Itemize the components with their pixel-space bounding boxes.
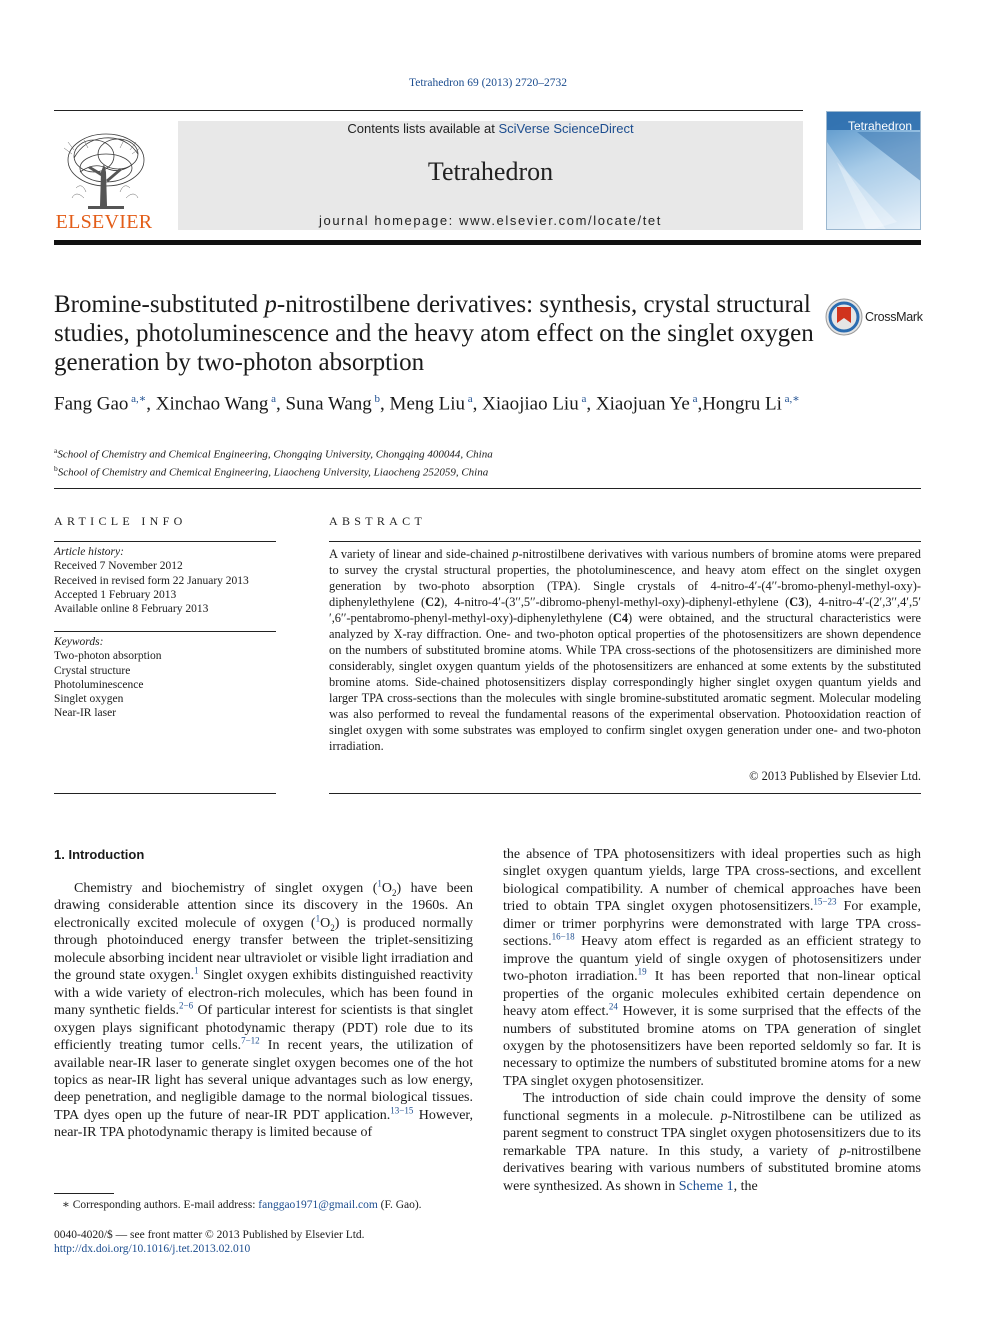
footnote-mark: ∗	[62, 1199, 70, 1211]
footnote-text: Corresponding authors. E-mail address:	[69, 1199, 259, 1211]
text-run: the absence of TPA photosensitizers with ideal properties such as high singlet oxygen quantum yields, large TPA cross-sections, and excellent biological compatibility. A number of chemical approaches have been tried to obtain TPA singlet oxygen photosensitizers.	[503, 847, 921, 915]
keywords-block	[54, 635, 276, 721]
compound-label: C4	[612, 611, 629, 625]
keyword-item: Near-IR laser	[54, 707, 117, 720]
affiliation-label: b	[54, 464, 58, 474]
title-part: Bromine-substituted	[54, 291, 265, 318]
text-run: ) have been drawing considerable attention since its discovery in the 1960s. An electronically excited molecule of oxygen (	[54, 881, 473, 931]
text-run: Singlet oxygen exhibits distinguished reactivity with a wide variety of electron-rich molecules, which has been found in many synthetic fields.	[54, 968, 474, 1019]
history-item: Received in revised form 22 January 2013	[54, 574, 249, 587]
keywords-label: Keywords:	[54, 636, 104, 648]
superscript: 1	[377, 878, 382, 889]
reference-link[interactable]: 13−15	[390, 1105, 414, 1116]
history-label: Article history:	[54, 546, 124, 558]
info-rule	[54, 793, 276, 794]
author-affiliation-mark[interactable]: a,∗	[128, 393, 147, 405]
text-run: Chemistry and biochemistry of singlet oxygen (	[74, 881, 378, 896]
author-separator: ,	[697, 393, 703, 415]
author-separator: ,	[380, 393, 390, 415]
front-matter-line: 0040-4020/$ — see front matter © 2013 Published by Elsevier Ltd.	[54, 1229, 365, 1241]
subscript: 2	[330, 922, 335, 933]
paragraph	[503, 846, 921, 1090]
author-affiliation-mark[interactable]: a	[689, 393, 698, 405]
text-run: Of particular interest for scientists is that singlet oxygen plays significant photodynamic therapy (PDT) role due to its efficiently treating tumor cells.	[54, 1003, 473, 1054]
author-name: Fang Gao	[54, 393, 129, 415]
reference-link[interactable]: 24	[608, 1001, 618, 1012]
text-run: For example, dimer or trimer porphyrins were demonstrated with large TPA cross-sections.	[503, 899, 921, 950]
affiliation	[54, 444, 814, 462]
text-run: In recent years, the utilization of available near-IR laser to generate singlet oxygen becomes one of the hot topics as near-IR light has several unique advantages such as low energy, deep penetration, and negligible damage to the normal biological tissues. TPA dyes open up the future of near-IR PDT application.	[54, 1038, 473, 1123]
history-items	[54, 559, 276, 616]
text-run: -nitrostilbene derivatives bearing with various numbers of substituted bromine atoms were synthesized. As shown in	[503, 1143, 921, 1194]
affiliation-label: a	[54, 446, 58, 455]
paragraph	[54, 880, 473, 1142]
body-column-right	[503, 846, 921, 1195]
affiliation-text: School of Chemistry and Chemical Engineering, Chongqing University, Chongqing 400044, China	[57, 448, 493, 461]
history-item: Accepted 1 February 2013	[54, 588, 177, 601]
abstract-copyright: © 2013 Published by Elsevier Ltd.	[749, 769, 921, 783]
author-separator: ,	[146, 393, 156, 415]
author-separator: ,	[586, 393, 596, 415]
author-name: Xiaojiao Liu	[482, 393, 579, 415]
text-run: ), 4-nitro-4′-(3′′,5′′-dibromo-phenyl-methyl-oxy)-diphenyl-ethylene (	[440, 595, 790, 609]
keyword-items	[54, 649, 276, 720]
text-run: ) were obtained, and the structural characteristics were analyzed by X-ray diffraction. One- and two-photon optical properties of the photosensitizers are shown dependence on the numbers of substituted bromine atoms. While TPA cross-sections of the photosensitizers are diminished more considerably, singlet oxygen quantum yields of the photosensitizers are enhanced at some extents by the substituted bromine atoms. Side-chained photosensitizers display correspondingly higher singlet oxygen quantum yields and larger TPA cross-sections than the molecules with single bromine-substituted aromatic segment. Molecular modeling was also performed to reveal the fundamental reasons of the experimental observation. Photooxidation reaction of singlet oxygen with some substrates was employed to confirm singlet oxygen generation under one- and two-photon irradiation.	[329, 611, 922, 753]
section-heading-introduction: 1. Introduction	[54, 847, 145, 862]
keyword-item: Photoluminescence	[54, 678, 144, 691]
abstract-rule	[329, 541, 921, 542]
crossmark-icon[interactable]	[825, 298, 863, 336]
text-run: ) is produced normally through photoinduced energy transfer between the triplet-sensitizing molecule absorbing incident near ultraviolet or visible light irradiation and the ground state oxygen.	[54, 915, 473, 984]
text-run: O	[381, 881, 393, 896]
keyword-item: Singlet oxygen	[54, 693, 124, 706]
crossmark-label[interactable]: CrossMark	[865, 310, 923, 324]
header-thick-rule	[54, 240, 921, 245]
footnote-tail: (F. Gao).	[377, 1199, 422, 1211]
author-list	[54, 388, 814, 415]
text-run: O	[320, 915, 331, 931]
text-run: However, it is some surprised that the effects of the numbers of substituted bromine atoms on TPA generation of singlet oxygen by the photosensitizers have been reported seldomly so far. It is necessary to optimize the numbers of substituted bromine atoms for a new TPA singlet oxygen photosensitizer.	[503, 1004, 922, 1089]
text-run: ), 4-nitro-4′-(2′,3′′,4′,5′′,6′′-pentabromo-phenyl-methyl-oxy)-diphenylethylene (	[329, 595, 921, 625]
italic-run: p	[839, 1143, 847, 1159]
text-run: Heavy atom effect is regarded as an efficient strategy to improve the quantum yield of single oxygen of photosensitizers under two-photon irradiation.	[503, 934, 921, 985]
article-history	[54, 545, 276, 616]
contents-prefix: Contents lists available at	[347, 121, 499, 136]
history-item: Received 7 November 2012	[54, 560, 183, 573]
author-name: Meng Liu	[389, 393, 466, 415]
doi-link[interactable]: http://dx.doi.org/10.1016/j.tet.2013.02.010	[54, 1243, 251, 1255]
footnote-rule	[54, 1193, 114, 1194]
keyword-item: Two-photon absorption	[54, 650, 162, 663]
history-item: Available online 8 February 2013	[54, 603, 209, 616]
affiliation-list	[54, 444, 814, 480]
affiliation	[54, 462, 814, 480]
superscript: 1	[315, 913, 321, 924]
text-run: The introduction of side chain could improve the density of some functional segments in a molecule.	[503, 1091, 921, 1124]
author-name: Xiaojuan Ye	[595, 393, 690, 415]
author-name: Suna Wang	[285, 393, 372, 415]
compound-label: C2	[425, 595, 441, 609]
affiliation-text: School of Chemistry and Chemical Engineering, Liaocheng University, Liaocheng 252059, China	[57, 466, 489, 479]
reference-link[interactable]: 19	[637, 966, 647, 977]
elsevier-wordmark[interactable]: ELSEVIER	[55, 211, 153, 233]
author-affiliation-mark[interactable]: b	[371, 393, 381, 405]
author-name: Hongru Li	[702, 393, 782, 415]
italic-run: p	[512, 547, 519, 561]
corresponding-footnote	[54, 1197, 474, 1211]
abstract-rule	[329, 793, 921, 794]
author-separator: ,	[276, 393, 286, 415]
section-rule	[54, 488, 921, 489]
paragraph	[503, 1090, 921, 1195]
author-email-link[interactable]: fanggao1971@gmail.com	[258, 1199, 378, 1211]
journal-name: Tetrahedron	[427, 157, 554, 186]
journal-citation[interactable]: Tetrahedron 69 (2013) 2720–2732	[409, 77, 567, 89]
reference-link[interactable]: 1	[194, 965, 199, 976]
author-affiliation-mark[interactable]: a	[268, 393, 277, 405]
reference-link[interactable]: 2−6	[179, 1000, 194, 1011]
title-part: -nitrostilbene derivatives: synthesis, crystal structural studies, photoluminescence and the heavy atom effect on the singlet oxygen generation by two-photon absorption	[54, 291, 814, 376]
header-rule	[54, 110, 803, 111]
text-run: -Nitrostilbene can be utilized as parent segment to construct TPA singlet oxygen photosensitizers due to its remarkable TPA nature. In this study, a variety of	[503, 1108, 921, 1159]
text-run: , the	[733, 1178, 758, 1194]
body-column-left	[54, 880, 473, 1142]
author-affiliation-mark[interactable]: a	[578, 393, 587, 405]
author-separator: ,	[472, 393, 483, 415]
cover-title: Tetrahedron	[848, 119, 913, 133]
compound-label: C3	[789, 595, 805, 609]
italic-run: p	[720, 1108, 728, 1124]
text-run: However, near-IR TPA photodynamic therapy is limited because of	[54, 1107, 474, 1141]
scheme-link[interactable]: Scheme 1	[678, 1178, 734, 1194]
contents-line	[178, 121, 803, 136]
article-info-heading: ARTICLE INFO	[54, 514, 187, 528]
journal-homepage[interactable]: journal homepage: www.elsevier.com/locate/tet	[319, 213, 662, 228]
author-name: Xinchao Wang	[155, 393, 269, 415]
keyword-item: Crystal structure	[54, 664, 131, 677]
info-rule	[54, 631, 276, 632]
reference-link[interactable]: 15−23	[813, 896, 837, 907]
article-title	[54, 290, 814, 377]
text-run: A variety of linear and side-chained	[329, 547, 513, 561]
reference-link[interactable]: 16−18	[551, 931, 575, 942]
author-affiliation-mark[interactable]: a,∗	[781, 393, 800, 405]
info-rule	[54, 541, 276, 542]
author-affiliation-mark[interactable]: a	[465, 393, 473, 405]
text-run: -nitrostilbene derivatives with various numbers of bromine atoms were prepared to survey the crystal structural properties, the photoluminescence, and heavy atom effect on the singlet oxygen generation by two-photo absorption (TPA). Single crystals of 4-nitro-4′-(4′′-bromo-phenyl-methyl-oxy)-diphenylethylene (	[329, 547, 922, 609]
abstract-text	[329, 546, 921, 754]
subscript: 2	[392, 887, 397, 898]
text-run: It has been reported that non-linear optical properties of the organic molecules exhibited certain dependence on heavy atom effect.	[503, 969, 921, 1020]
title-part-italic: p	[264, 291, 277, 318]
sciencedirect-link[interactable]: SciVerse ScienceDirect	[498, 121, 634, 136]
abstract-heading: ABSTRACT	[329, 514, 427, 528]
reference-link[interactable]: 7−12	[241, 1035, 260, 1046]
